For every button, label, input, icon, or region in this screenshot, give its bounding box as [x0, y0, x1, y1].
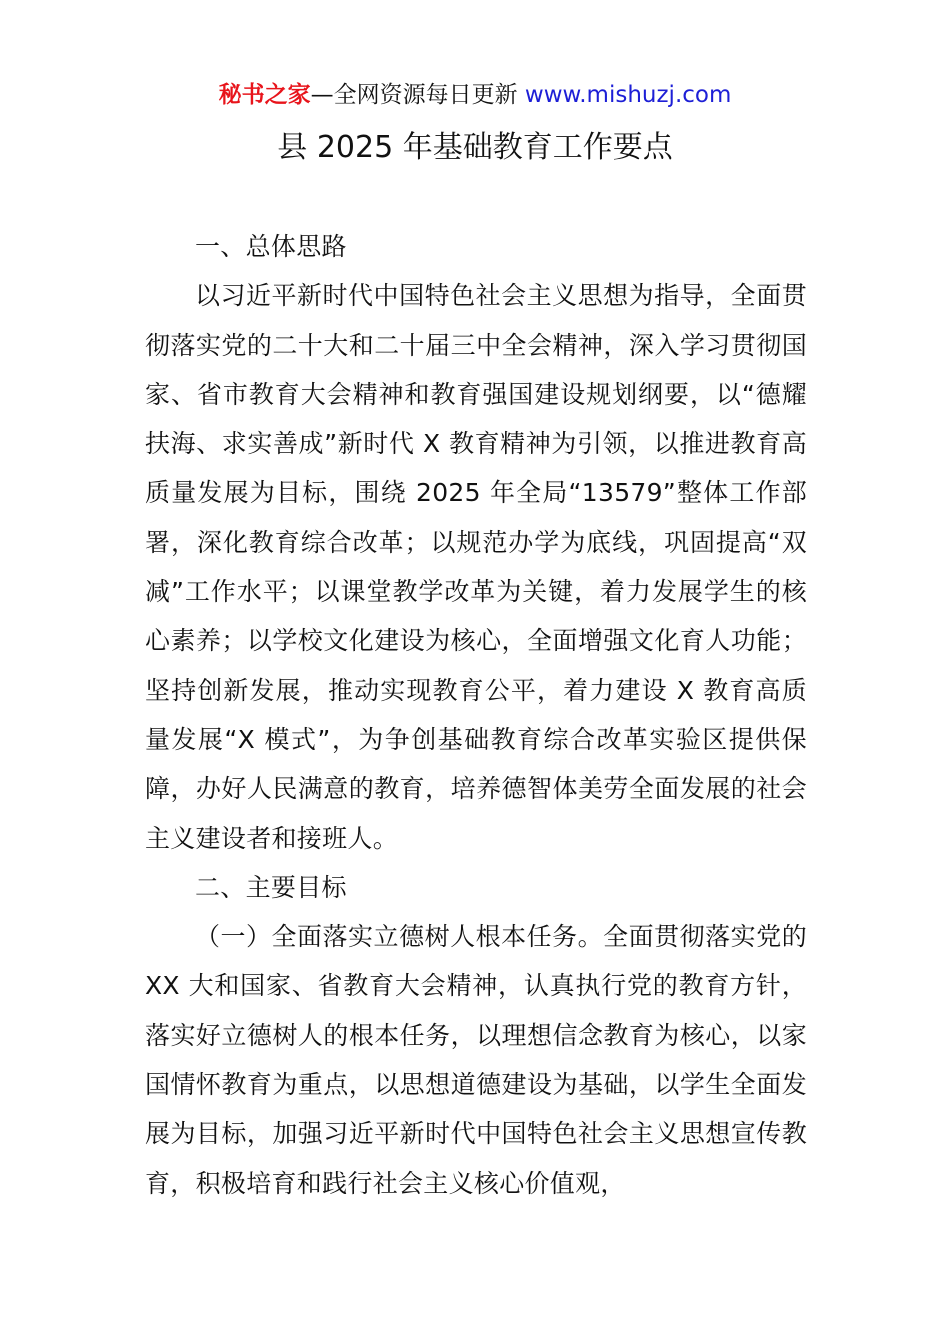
site-watermark-header: [0, 78, 950, 112]
site-brand: 秘书之家: [218, 82, 311, 108]
paragraph-main-goals-1: （一）全面落实立德树人根本任务。全面贯彻落实党的 XX 大和国家、省教育大会精神，认真执行党的教育方针，落实好立德树人的根本任务，以理想信念教育为核心，以家国情怀教育为重点，以思想道德建设为基础，以学生全面发展为目标，加强习近平新时代中国特色社会主义思想宣传教育，积极培育和践行社会主义核心价值观，: [145, 922, 807, 1198]
document-title: 县 2025 年基础教育工作要点: [277, 130, 673, 165]
section-heading-main-goals: 二、主要目标: [195, 872, 347, 902]
site-slogan: —全网资源每日更新: [310, 82, 518, 108]
section-heading-overall-approach: 一、总体思路: [195, 232, 347, 261]
paragraph-overall-approach: 以习近平新时代中国特色社会主义思想为指导，全面贯彻落实党的二十大和二十届三中全会精神，深入学习贯彻国家、省市教育大会精神和教育强国建设规划纲要，以“德耀扶海、求实善成”新时代 X 教育精神为引领，以推进教育高质量发展为目标，围绕 2025 年全局“13579”整体工作部署，深化教育综合改革；以规范办学为底线，巩固提高“双减”工作水平；以课堂教学改革为关键，着力发展学生的核心素养；以学校文化建设为核心，全面增强文化育人功能；坚持创新发展，推动实现教育公平，着力建设 X 教育高质量发展“X 模式”，为争创基础教育综合改革实验区提供保障，办好人民满意的教育，培养德智体美劳全面发展的社会主义建设者和接班人。: [145, 281, 807, 853]
document-body: [145, 222, 807, 1208]
site-url: www.mishuzj.com: [524, 82, 732, 108]
